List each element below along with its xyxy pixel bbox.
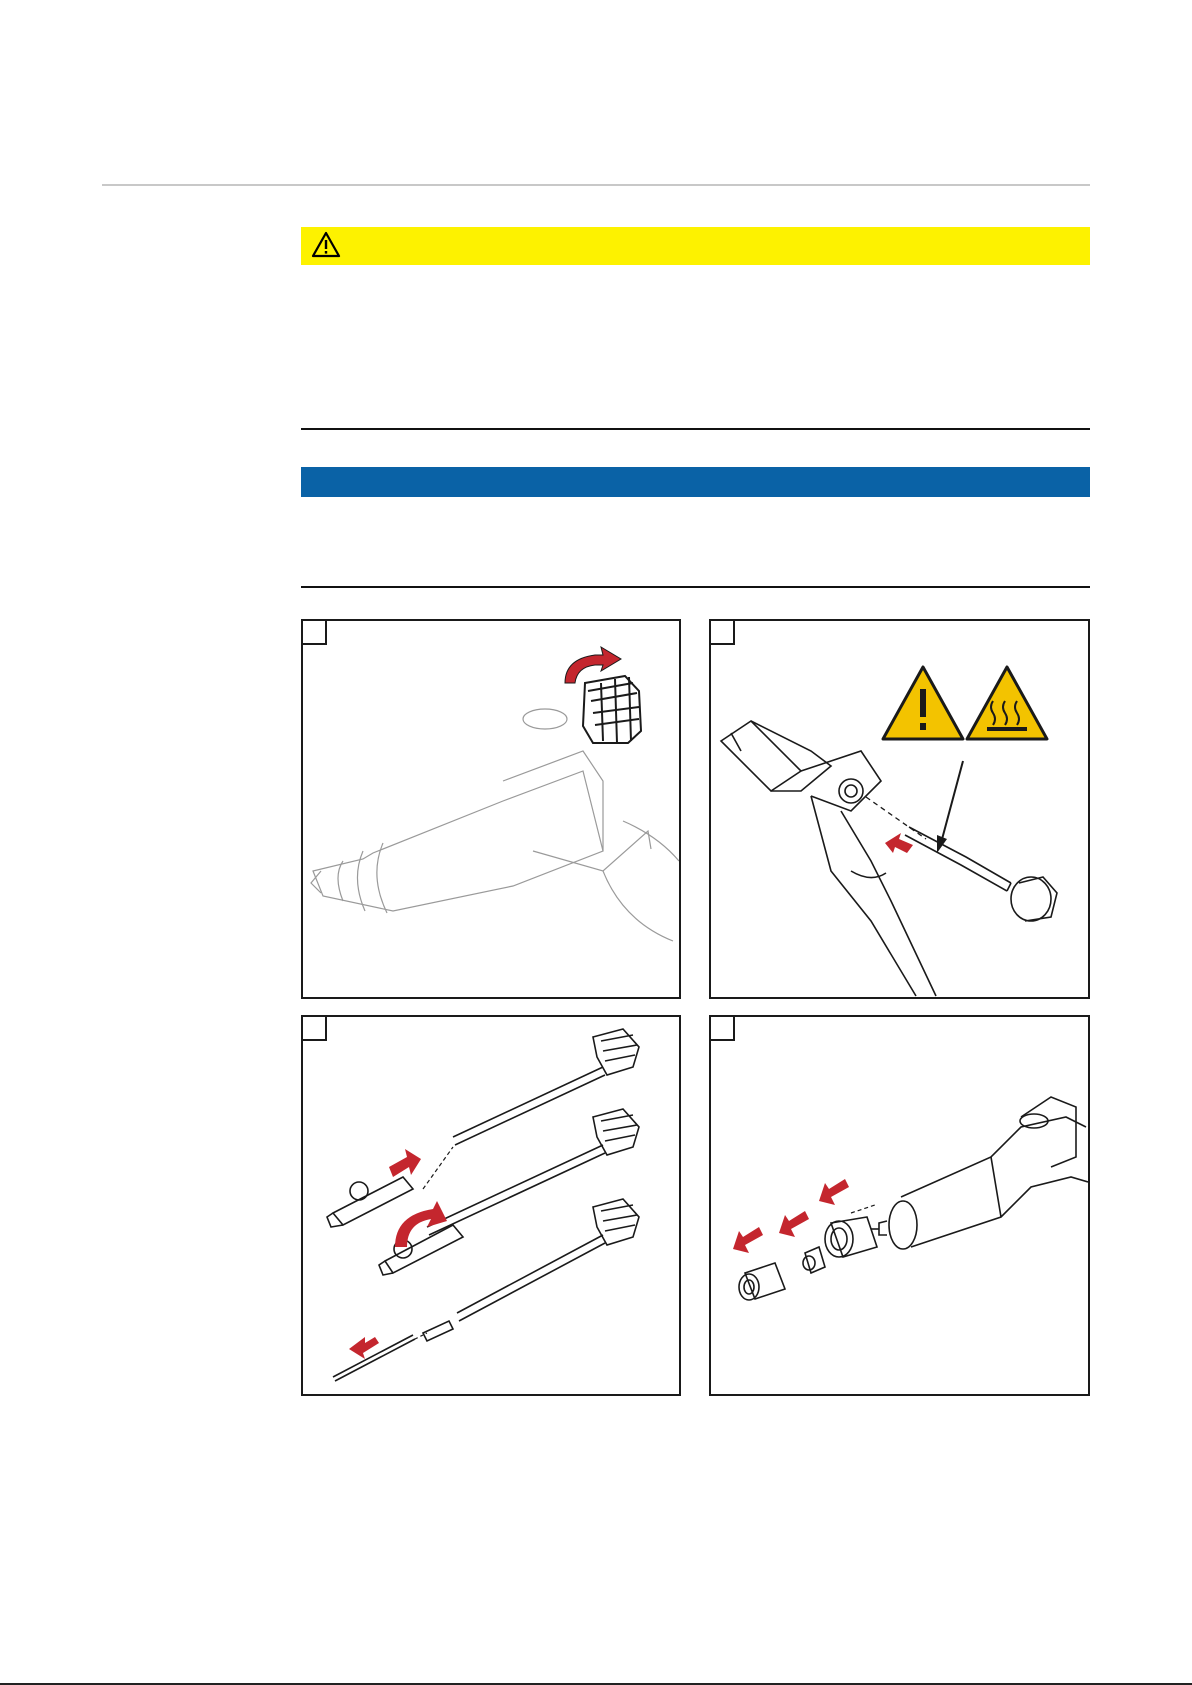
warning-sign-icon [883, 667, 963, 739]
illustration-step-2 [709, 619, 1090, 999]
note-banner [301, 467, 1090, 497]
electrode-removal-illustration [711, 621, 1088, 997]
step-number-4 [711, 1017, 735, 1041]
warning-triangle-icon [311, 231, 341, 259]
step-number-2 [711, 621, 735, 645]
step-number-3 [303, 1017, 327, 1041]
electrode-disassembly-illustration [303, 1017, 679, 1394]
section-divider [301, 428, 1090, 430]
header-divider [102, 184, 1090, 186]
warning-banner [301, 227, 1090, 265]
page-number [1140, 1670, 1150, 1682]
illustration-step-1 [301, 619, 681, 999]
section-divider [301, 586, 1090, 588]
torch-cap-unscrew-illustration [303, 621, 679, 997]
step-number-1 [303, 621, 327, 645]
hot-surface-sign-icon [967, 667, 1047, 739]
illustration-step-4 [709, 1015, 1090, 1396]
nozzle-removal-illustration [711, 1017, 1088, 1394]
illustration-step-3 [301, 1015, 681, 1396]
